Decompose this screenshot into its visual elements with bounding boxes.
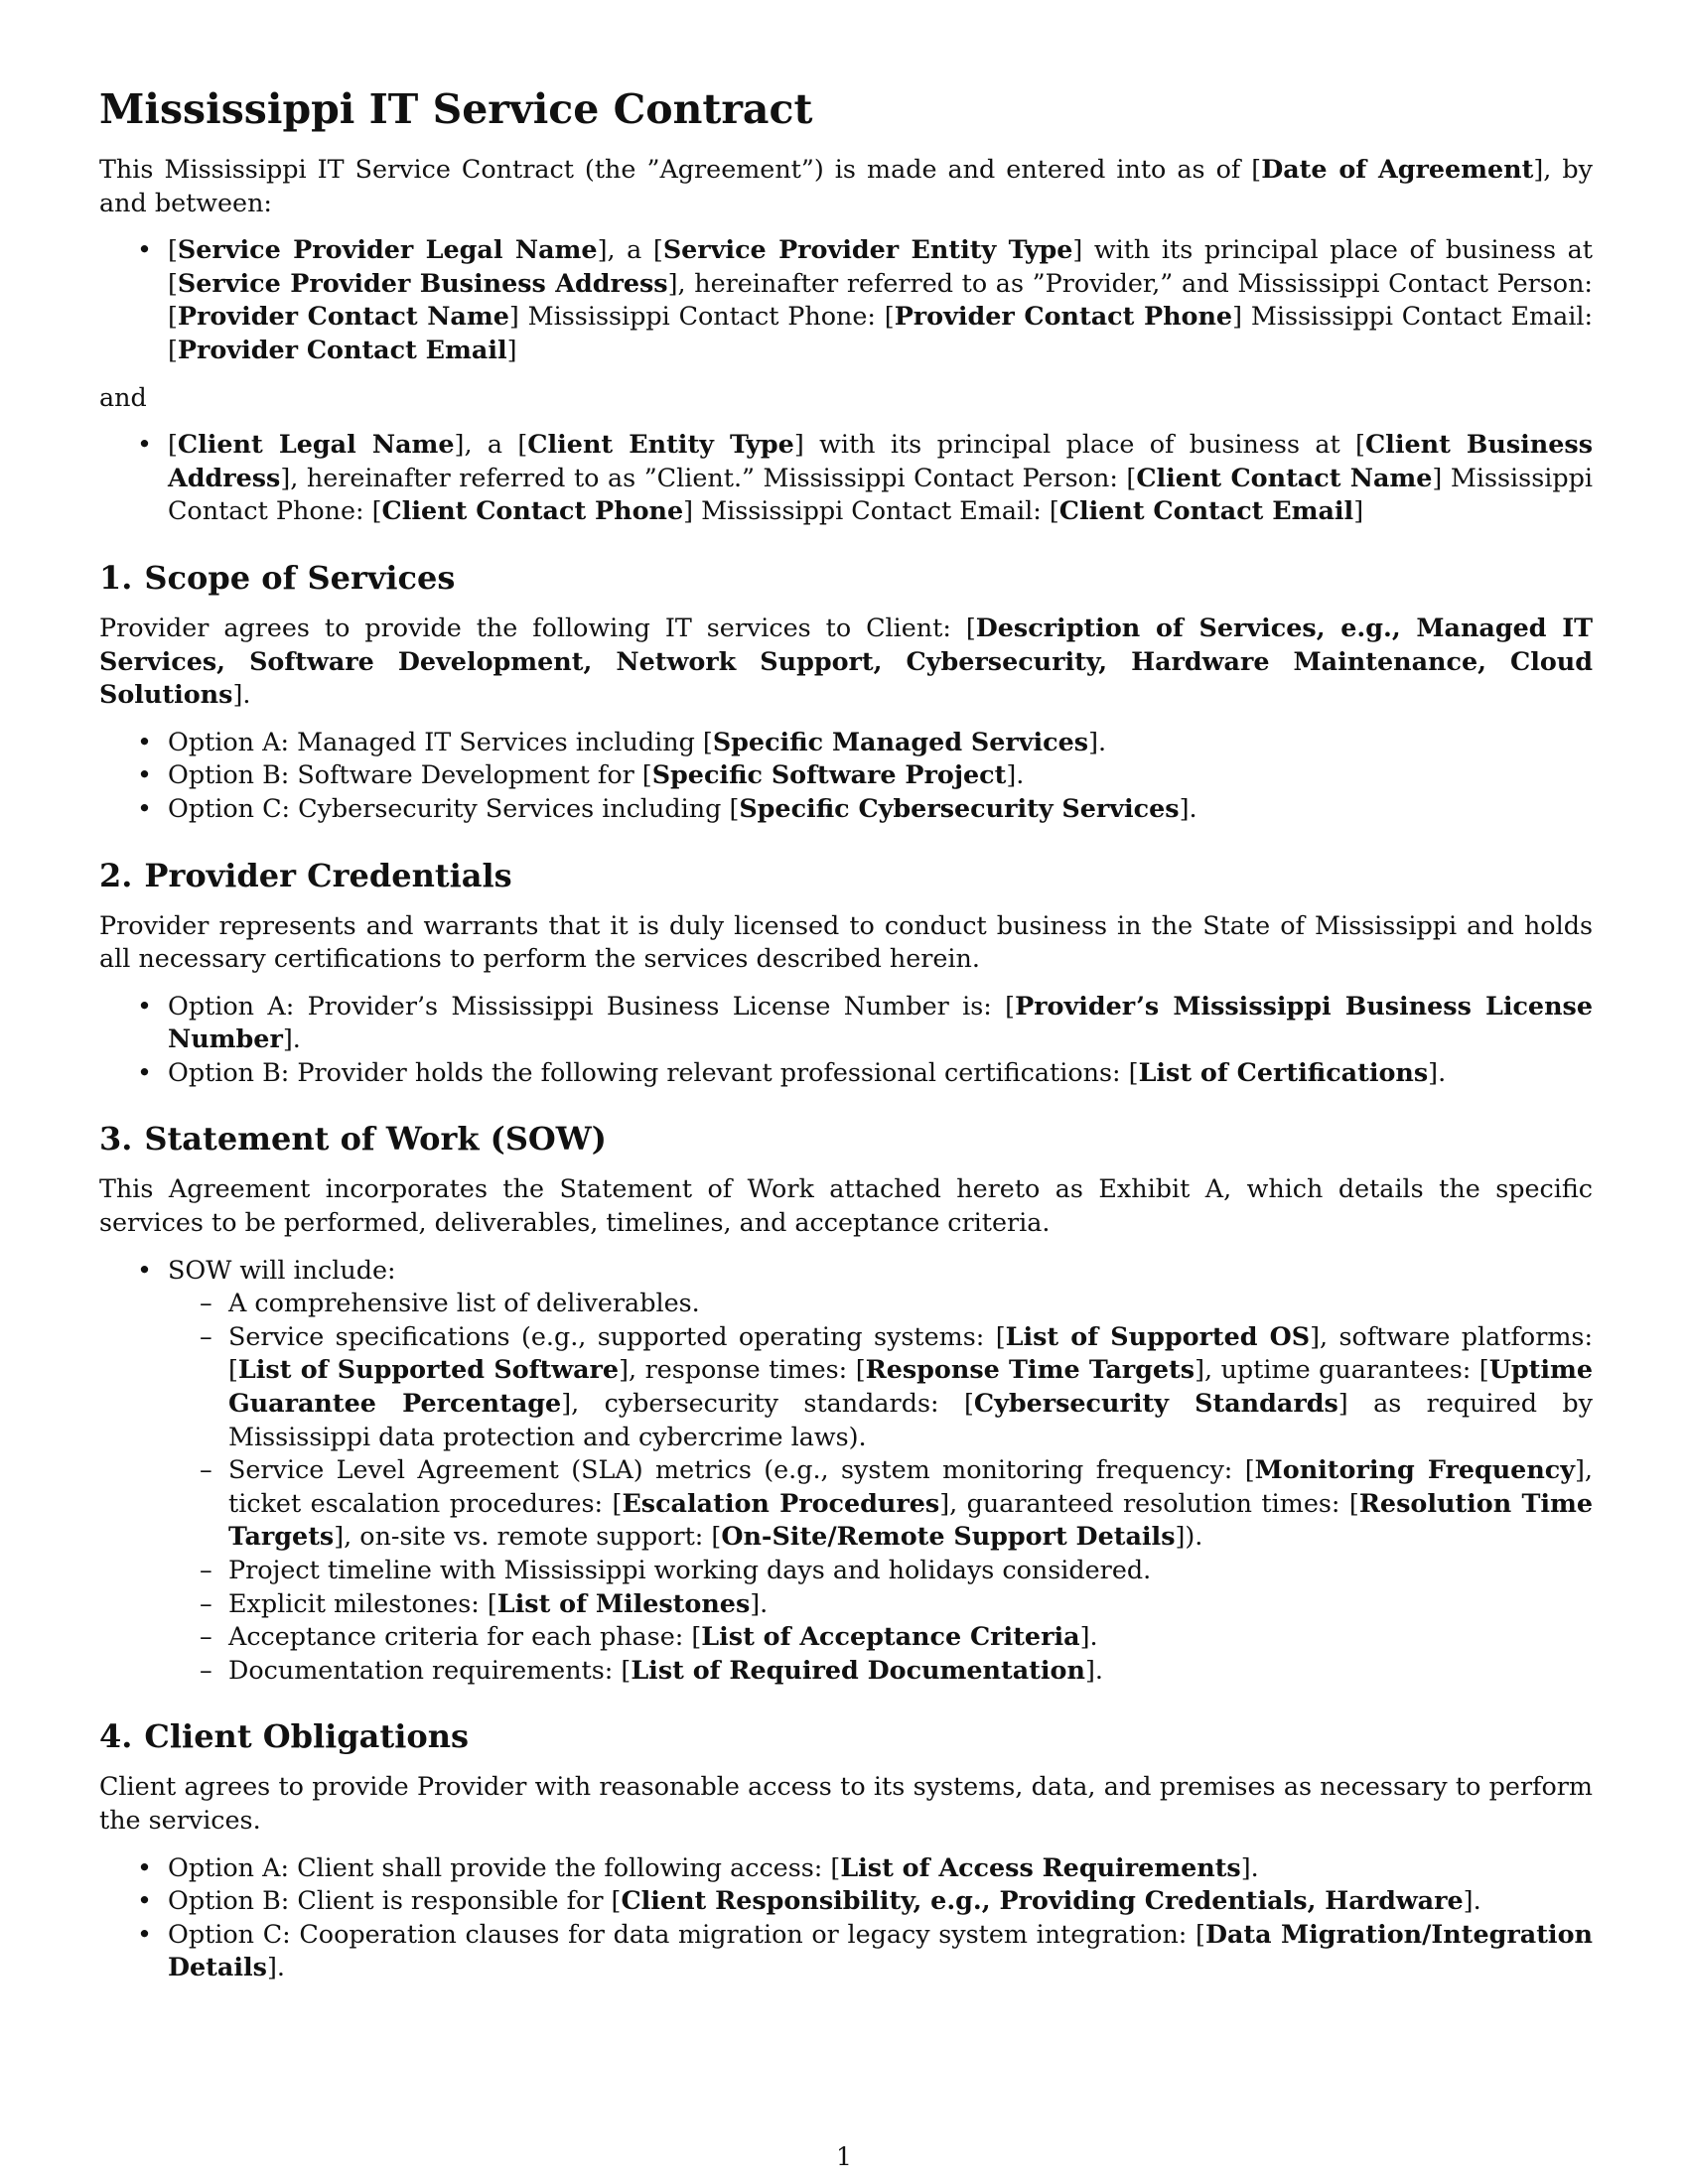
sublist-item	[168, 1320, 1593, 1453]
placeholder-onsite-remote-support: On-Site/Remote Support Details	[721, 1521, 1176, 1552]
placeholder-date-of-agreement: Date of Agreement	[1261, 154, 1534, 184]
and-text: and	[99, 381, 147, 412]
provider-party-list	[99, 233, 1593, 366]
sublist-text: ]).	[1175, 1521, 1203, 1552]
placeholder-client-responsibility: Client Responsibility, e.g., Providing Credentials, Hardware	[621, 1885, 1464, 1916]
bullet-icon: •	[137, 726, 152, 756]
placeholder-resolution-time-targets: Resolution Time Targets	[228, 1487, 1594, 1552]
placeholder-provider-contact-email: Provider Contact Email	[177, 334, 507, 364]
intro-paragraph	[99, 153, 1593, 219]
dash-icon: –	[200, 1320, 212, 1351]
sublist-text: Project timeline with Mississippi working days and holidays considered.	[228, 1555, 1152, 1584]
sublist-text: A comprehensive list of deliverables.	[228, 1288, 700, 1318]
placeholder-access-requirements: List of Access Requirements	[840, 1851, 1241, 1882]
option-text: ].	[1428, 1056, 1447, 1087]
party-text: [	[168, 234, 178, 265]
party-text: ] Mississippi Contact Phone: [	[508, 301, 895, 332]
sublist-text: Documentation requirements: [	[228, 1654, 632, 1685]
section-title: Scope of Services	[144, 558, 456, 597]
bullet-icon: •	[137, 1056, 152, 1087]
section-heading-credentials	[99, 856, 1593, 895]
party-text: ]	[506, 334, 517, 364]
placeholder-business-license-number: Provider’s Mississippi Business License Number	[168, 990, 1593, 1054]
option-text: ].	[1006, 759, 1025, 790]
paragraph-text: ].	[232, 679, 251, 710]
party-text: ] Mississippi Contact Phone: [	[168, 462, 1593, 526]
client-party-list	[99, 428, 1593, 528]
section-number: 1.	[99, 558, 133, 597]
scope-paragraph	[99, 612, 1593, 712]
client-party-item	[99, 428, 1593, 528]
sublist-text: ], cybersecurity standards: [	[561, 1388, 974, 1419]
option-text: ].	[1240, 1851, 1259, 1882]
placeholder-client-business-address: Client Business Address	[168, 429, 1594, 492]
placeholder-data-migration-details: Data Migration/Integration Details	[168, 1918, 1593, 1982]
placeholder-escalation-procedures: Escalation Procedures	[622, 1487, 940, 1518]
sublist-text: ], software platforms: [	[228, 1320, 1593, 1385]
client-obligations-options-list	[99, 1851, 1593, 1984]
placeholder-specific-managed-services: Specific Managed Services	[712, 726, 1089, 756]
document-title: Mississippi IT Service Contract	[99, 85, 813, 133]
sublist-item	[168, 1287, 1593, 1320]
placeholder-client-entity-type: Client Entity Type	[527, 429, 794, 460]
list-item	[99, 1918, 1593, 1984]
list-item	[99, 1056, 1593, 1090]
option-text: Option B: Provider holds the following relevant professional certifications: [	[168, 1056, 1139, 1087]
placeholder-provider-contact-name: Provider Contact Name	[177, 301, 509, 332]
document-page	[99, 83, 1593, 1984]
sublist-item	[168, 1620, 1593, 1654]
option-text: Option A: Provider’s Mississippi Business License Number is: [	[168, 990, 1016, 1021]
dash-icon: –	[200, 1454, 212, 1485]
placeholder-acceptance-criteria: List of Acceptance Criteria	[701, 1621, 1080, 1652]
option-text: Option A: Client shall provide the following access: [	[168, 1851, 841, 1882]
bullet-icon: •	[137, 792, 152, 823]
list-item	[99, 726, 1593, 759]
dash-icon: –	[200, 1288, 212, 1318]
list-item	[99, 792, 1593, 826]
bullet-icon: •	[137, 1918, 152, 1949]
bullet-icon: •	[137, 429, 152, 460]
option-text: ].	[1179, 792, 1197, 823]
dash-icon: –	[200, 1621, 212, 1652]
placeholder-monitoring-frequency: Monitoring Frequency	[1254, 1454, 1576, 1485]
placeholder-list-of-milestones: List of Milestones	[496, 1587, 751, 1618]
placeholder-response-time-targets: Response Time Targets	[865, 1354, 1196, 1385]
option-text: Option A: Managed IT Services including [	[168, 726, 713, 756]
placeholder-list-of-certifications: List of Certifications	[1138, 1056, 1429, 1087]
option-text: ].	[1088, 726, 1107, 756]
placeholder-client-contact-email: Client Contact Email	[1058, 495, 1354, 526]
party-text: ], hereinafter referred to as ”Provider,” and Mississippi Contact Person: [	[168, 267, 1593, 332]
list-item	[99, 1851, 1593, 1885]
bullet-icon: •	[137, 1885, 152, 1916]
placeholder-uptime-guarantee: Uptime Guarantee Percentage	[228, 1354, 1594, 1419]
sublist-text: ].	[1079, 1621, 1098, 1652]
sublist-item	[168, 1453, 1593, 1554]
option-text: ].	[1463, 1885, 1481, 1916]
placeholder-specific-software-project: Specific Software Project	[651, 759, 1007, 790]
party-text: ], a [	[597, 234, 663, 265]
option-text: ].	[282, 1024, 301, 1054]
option-text: Option B: Software Development for [	[168, 759, 652, 790]
dash-icon: –	[200, 1654, 212, 1685]
sublist-text: ].	[750, 1587, 769, 1618]
sublist-text: Acceptance criteria for each phase: [	[228, 1621, 702, 1652]
party-text: ] with its principal place of business at [	[168, 234, 1593, 298]
section-title: Statement of Work (SOW)	[144, 1120, 607, 1159]
credentials-options-list	[99, 990, 1593, 1090]
bullet-icon: •	[137, 759, 152, 790]
provider-party-item	[99, 233, 1593, 366]
bullet-icon: •	[137, 990, 152, 1021]
sublist-text: Service Level Agreement (SLA) metrics (e.g., system monitoring frequency: [	[228, 1454, 1255, 1485]
sublist-text: ].	[1084, 1654, 1103, 1685]
section-heading-sow	[99, 1119, 1593, 1159]
sublist-item	[168, 1654, 1593, 1688]
section-number: 3.	[99, 1120, 133, 1159]
placeholder-supported-software: List of Supported Software	[237, 1354, 620, 1385]
option-text: Option C: Cooperation clauses for data migration or legacy system integration: [	[168, 1918, 1205, 1949]
section-heading-scope	[99, 558, 1593, 598]
party-text: ]	[1353, 495, 1364, 526]
sublist-text: ], guaranteed resolution times: [	[939, 1487, 1359, 1518]
party-text: ] with its principal place of business at [	[793, 429, 1365, 460]
placeholder-cybersecurity-standards: Cybersecurity Standards	[973, 1388, 1338, 1419]
placeholder-client-contact-phone: Client Contact Phone	[381, 495, 684, 526]
dash-icon: –	[200, 1555, 212, 1584]
section-heading-client-obligations	[99, 1716, 1593, 1756]
placeholder-provider-legal-name: Service Provider Legal Name	[177, 234, 598, 265]
placeholder-provider-entity-type: Service Provider Entity Type	[662, 234, 1073, 265]
sublist-text: Service specifications (e.g., supported operating systems: [	[228, 1320, 1006, 1351]
list-item	[99, 1254, 1593, 1688]
paragraph-text: Provider agrees to provide the following IT services to Client: [	[99, 612, 976, 642]
placeholder-provider-contact-phone: Provider Contact Phone	[894, 301, 1233, 332]
party-text: [	[168, 429, 178, 460]
sow-label: SOW will include:	[168, 1254, 396, 1285]
scope-options-list	[99, 726, 1593, 826]
sublist-text: ] as required by Mississippi data protection and cybercrime laws).	[228, 1388, 1593, 1451]
list-item	[99, 990, 1593, 1056]
sow-paragraph: This Agreement incorporates the Statement of Work attached hereto as Exhibit A, which details the specific services to be performed, deliverables, timelines, and acceptance criteria.	[99, 1173, 1593, 1238]
option-text: Option B: Client is responsible for [	[168, 1885, 622, 1916]
credentials-paragraph: Provider represents and warrants that it is duly licensed to conduct business in the State of Mississippi and holds all necessary certifications to perform the services described herein.	[99, 909, 1593, 974]
sow-sublist	[168, 1287, 1593, 1687]
party-text: ] Mississippi Contact Email: [	[168, 301, 1594, 364]
party-text: ], hereinafter referred to as ”Client.” Mississippi Contact Person: [	[280, 462, 1137, 492]
client-obligations-paragraph: Client agrees to provide Provider with reasonable access to its systems, data, and premises as necessary to perform the services.	[99, 1771, 1593, 1835]
sublist-item	[168, 1554, 1593, 1587]
section-number: 2.	[99, 856, 133, 894]
placeholder-required-documentation: List of Required Documentation	[631, 1654, 1085, 1685]
sublist-text: ], on-site vs. remote support: [	[334, 1521, 722, 1552]
option-text: Option C: Cybersecurity Services including [	[168, 792, 740, 823]
intro-text: This Mississippi IT Service Contract (the ”Agreement”) is made and entered into as of [	[99, 154, 1262, 184]
bullet-icon: •	[137, 1254, 152, 1285]
sow-list	[99, 1254, 1593, 1688]
placeholder-description-of-services: Description of Services, e.g., Managed IT Services, Software Development, Network Support, Cybersecurity, Hardware Maintenance, Cloud Solutions	[99, 612, 1594, 710]
sublist-text: ], response times: [	[619, 1354, 866, 1385]
list-item	[99, 758, 1593, 792]
section-number: 4.	[99, 1717, 133, 1756]
section-title: Provider Credentials	[144, 856, 512, 894]
sublist-item	[168, 1587, 1593, 1621]
sublist-text: ], uptime guarantees: [	[1195, 1354, 1489, 1385]
list-item	[99, 1884, 1593, 1918]
placeholder-client-contact-name: Client Contact Name	[1136, 462, 1433, 492]
placeholder-supported-os: List of Supported OS	[1005, 1320, 1311, 1351]
party-text: ], a [	[454, 429, 528, 460]
sublist-text: Explicit milestones: [	[228, 1587, 497, 1618]
page-number: 1	[836, 2142, 852, 2171]
bullet-icon: •	[137, 1851, 152, 1882]
placeholder-specific-cybersecurity-services: Specific Cybersecurity Services	[739, 792, 1180, 823]
placeholder-provider-business-address: Service Provider Business Address	[177, 267, 668, 298]
dash-icon: –	[200, 1587, 212, 1618]
intro-text: ], by and between:	[99, 154, 1593, 217]
party-text: ] Mississippi Contact Email: [	[683, 495, 1059, 526]
section-title: Client Obligations	[144, 1717, 469, 1756]
bullet-icon: •	[137, 234, 152, 265]
sublist-text: ], ticket escalation procedures: [	[228, 1454, 1593, 1518]
placeholder-client-legal-name: Client Legal Name	[177, 429, 455, 460]
option-text: ].	[266, 1952, 285, 1982]
